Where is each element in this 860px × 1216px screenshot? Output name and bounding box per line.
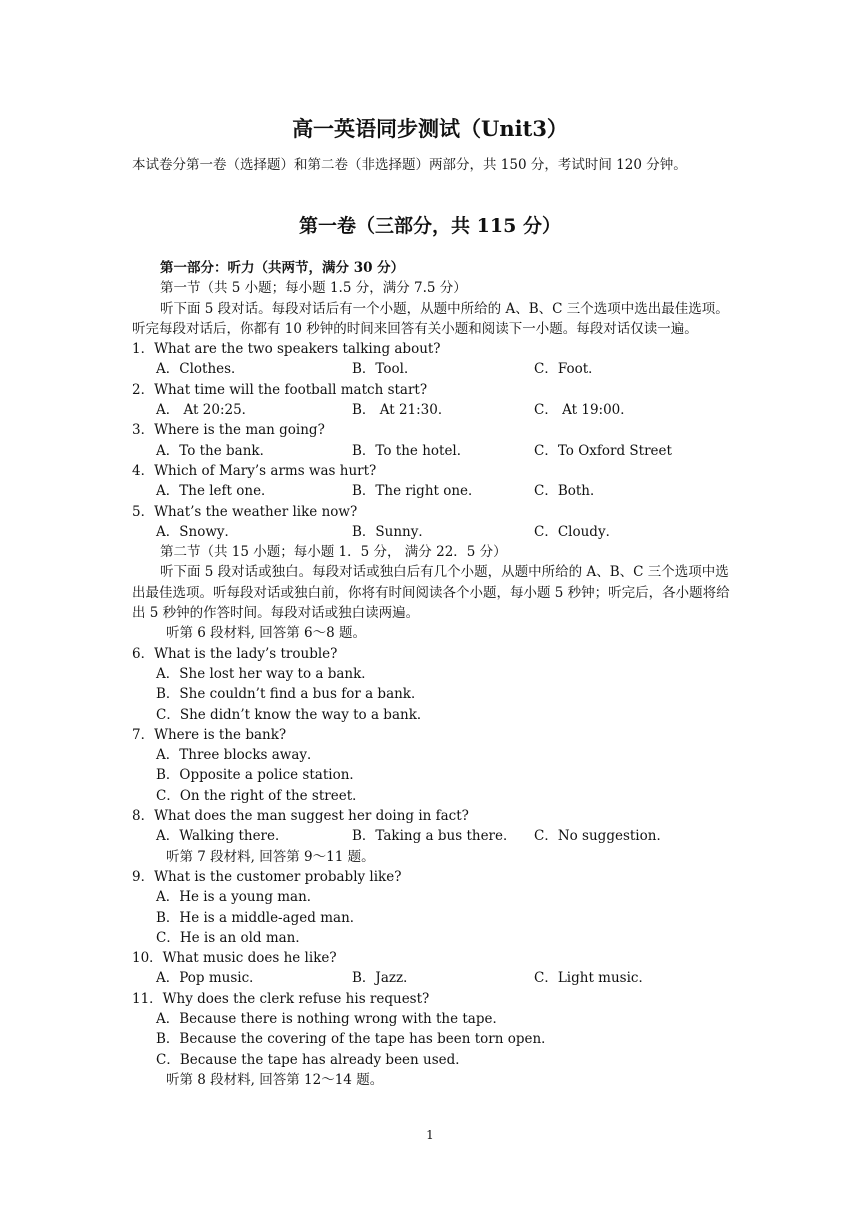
question-10: 10．What music does he like? — [132, 950, 337, 967]
option-a: A．Pop music． — [156, 970, 263, 987]
option-c: C．Foot． — [534, 361, 602, 378]
question-1: 1．What are the two speakers talking about? — [132, 341, 441, 358]
question-9-option-a: A．He is a young man． — [156, 889, 321, 906]
option-a: A．To the bank． — [156, 442, 274, 459]
option-b: B．The right one． — [352, 483, 482, 500]
option-b: B． At 21:30． — [352, 402, 452, 419]
option-c: C．To Oxford Street — [534, 442, 672, 459]
option-c: C．Cloudy． — [534, 523, 620, 540]
section2-instructions: 听下面 5 段对话或独白。每段对话或独白后有几个小题，从题中所给的 A、B、C 三个选项中选出最佳选项。听每段对话或独白前，你将有时间阅读各个小题，每小题 5 秒钟；听完后，各小题将给出 5 秒钟的作答时间。每段对话或独白读两遍。 — [132, 564, 730, 622]
section2-heading: 第二节（共 15 小题；每小题 1．5 分， 满分 22．5 分） — [160, 544, 507, 561]
material-8: 听第 8 段材料, 回答第 12～14 题。 — [166, 1071, 384, 1088]
option-a: A． At 20:25． — [156, 402, 256, 419]
question-2-options — [132, 400, 732, 420]
material-6: 听第 6 段材料, 回答第 6～8 题。 — [166, 625, 367, 642]
volume-title: 第一卷（三部分，共 115 分） — [299, 215, 561, 237]
question-8: 8．What does the man suggest her doing in fact? — [132, 808, 469, 825]
question-7: 7．Where is the bank? — [132, 726, 287, 743]
question-5: 5．What’s the weather like now? — [132, 503, 358, 520]
question-11-option-b: B．Because the covering of the tape has been torn open． — [156, 1031, 555, 1048]
question-10-options — [132, 968, 732, 988]
exam-body — [132, 258, 732, 1090]
question-5-options — [132, 522, 732, 542]
question-6: 6．What is the lady’s trouble? — [132, 645, 338, 662]
option-a: A．Clothes． — [156, 361, 245, 378]
question-1-options — [132, 359, 732, 379]
material-7: 听第 7 段材料, 回答第 9～11 题。 — [166, 848, 375, 865]
section1-heading: 第一节（共 5 小题；每小题 1.5 分，满分 7.5 分） — [160, 280, 467, 297]
question-11: 11．Why does the clerk refuse his request? — [132, 990, 430, 1007]
question-3-options — [132, 441, 732, 461]
option-b: B．Taking a bus there． — [352, 828, 517, 845]
question-4-options — [132, 481, 732, 501]
question-9: 9．What is the customer probably like? — [132, 868, 402, 885]
part1-heading: 第一部分：听力（共两节，满分 30 分） — [160, 260, 405, 276]
section1-instructions: 听下面 5 段对话。每段对话后有一个小题，从题中所给的 A、B、C 三个选项中选出最佳选项。听完每段对话后，你都有 10 秒钟的时间来回答有关小题和阅读下一小题。每段对话仅读一遍。 — [132, 300, 729, 337]
question-9-option-b: B．He is a middle-aged man． — [156, 909, 364, 926]
option-c: C． At 19:00． — [534, 402, 634, 419]
question-6-option-b: B．She couldn’t find a bus for a bank． — [156, 686, 425, 703]
question-7-option-c: C．On the right of the street． — [156, 787, 366, 804]
option-c: C．Light music． — [534, 970, 652, 987]
question-11-option-a: A．Because there is nothing wrong with the tape． — [156, 1010, 506, 1027]
question-7-option-b: B．Opposite a police station． — [156, 767, 363, 784]
question-8-options — [132, 826, 732, 846]
page-title: 高一英语同步测试（Unit3） — [292, 116, 568, 141]
page-number: 1 — [426, 1128, 434, 1142]
option-b: B．Sunny． — [352, 523, 432, 540]
question-7-option-a: A．Three blocks away． — [156, 747, 321, 764]
question-4: 4．Which of Mary’s arms was hurt? — [132, 462, 377, 479]
question-3: 3．Where is the man going? — [132, 422, 325, 439]
question-9-option-c: C．He is an old man． — [156, 929, 309, 946]
question-6-option-a: A．She lost her way to a bank． — [156, 665, 375, 682]
option-b: B．Jazz． — [352, 970, 417, 987]
option-c: C．No suggestion． — [534, 828, 670, 845]
option-b: B．To the hotel． — [352, 442, 471, 459]
option-a: A．Snowy． — [156, 523, 239, 540]
option-c: C．Both． — [534, 483, 604, 500]
option-b: B．Tool． — [352, 361, 418, 378]
question-11-option-c: C．Because the tape has already been used． — [156, 1051, 469, 1068]
option-a: A．The left one． — [156, 483, 275, 500]
option-a: A．Walking there． — [156, 828, 289, 845]
question-6-option-c: C．She didn’t know the way to a bank． — [156, 706, 431, 723]
question-2: 2．What time will the football match start? — [132, 381, 428, 398]
exam-intro: 本试卷分第一卷（选择题）和第二卷（非选择题）两部分，共 150 分，考试时间 120 分钟。 — [132, 157, 687, 173]
